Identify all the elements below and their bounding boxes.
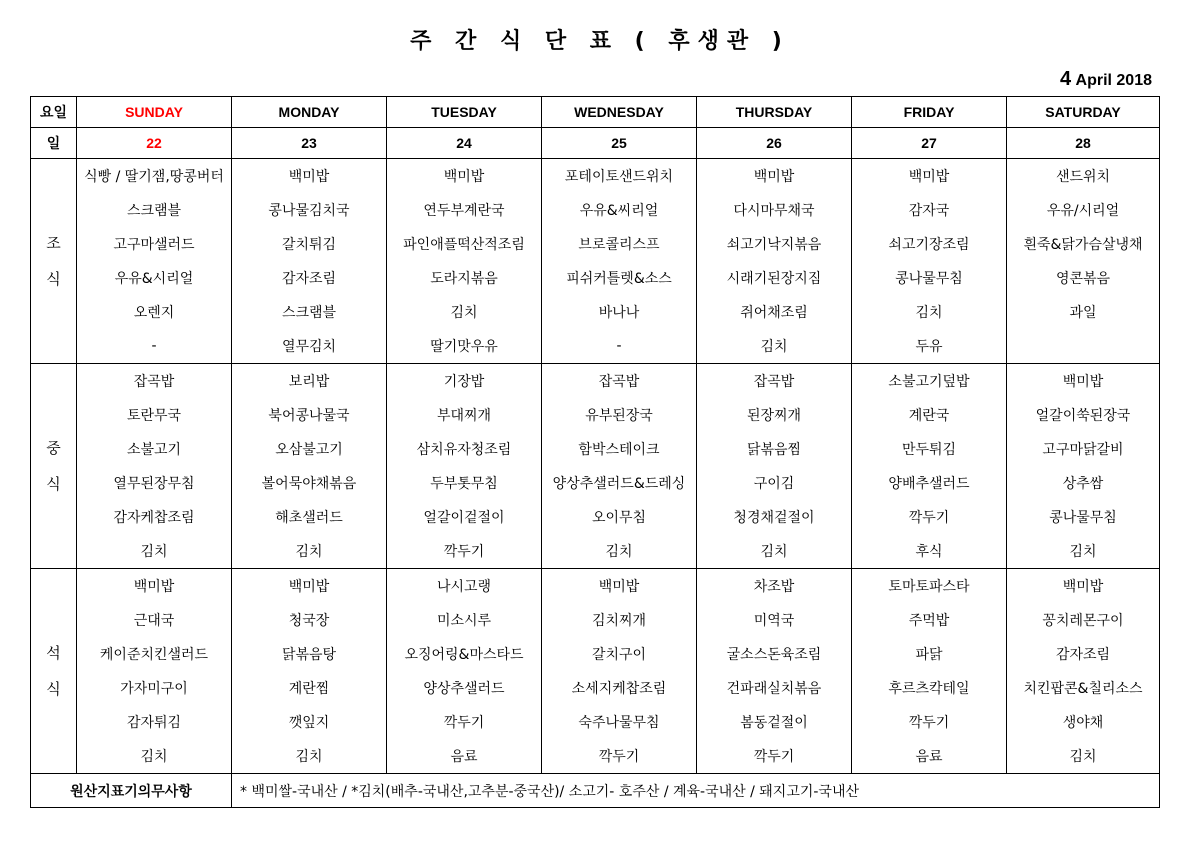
menu-item: 음료 — [852, 739, 1007, 774]
menu-item: 봄동겉절이 — [697, 705, 852, 739]
menu-row — [31, 398, 1160, 432]
menu-row — [31, 603, 1160, 637]
menu-item: 치킨팝콘&칠리소스 — [1007, 671, 1160, 705]
menu-item: 잡곡밥 — [77, 364, 232, 399]
menu-item: 다시마무채국 — [697, 193, 852, 227]
menu-item: 콩나물무침 — [1007, 500, 1160, 534]
day-name-wednesday: WEDNESDAY — [542, 97, 697, 128]
day-name-monday: MONDAY — [232, 97, 387, 128]
menu-item: 김치 — [1007, 534, 1160, 569]
menu-item: - — [77, 329, 232, 364]
menu-item: 닭볶음찜 — [697, 432, 852, 466]
menu-item: 유부된장국 — [542, 398, 697, 432]
menu-item: 얼갈이쑥된장국 — [1007, 398, 1160, 432]
menu-item: 오징어링&마스타드 — [387, 637, 542, 671]
menu-item: 백미밥 — [232, 569, 387, 604]
menu-item: 생야채 — [1007, 705, 1160, 739]
weekly-menu-table — [30, 96, 1160, 808]
menu-item: - — [542, 329, 697, 364]
menu-item: 콩나물무침 — [852, 261, 1007, 295]
menu-item: 김치 — [1007, 739, 1160, 774]
menu-item: 기장밥 — [387, 364, 542, 399]
menu-row — [31, 364, 1160, 399]
menu-item: 열무김치 — [232, 329, 387, 364]
menu-item: 감자튀김 — [77, 705, 232, 739]
menu-item: 감자케찹조림 — [77, 500, 232, 534]
menu-item: 갈치구이 — [542, 637, 697, 671]
menu-item: 김치찌개 — [542, 603, 697, 637]
menu-item: 양배추샐러드 — [852, 466, 1007, 500]
menu-row — [31, 500, 1160, 534]
menu-row — [31, 159, 1160, 194]
menu-item: 시래기된장지짐 — [697, 261, 852, 295]
menu-item: 김치 — [232, 534, 387, 569]
menu-item: 김치 — [232, 739, 387, 774]
origin-notice-text: * 백미쌀-국내산 / *김치(배추-국내산,고추분-중국산)/ 소고기- 호주산 / 계육-국내산 / 돼지고기-국내산 — [232, 774, 1160, 808]
menu-item: 쇠고기장조림 — [852, 227, 1007, 261]
menu-item: 깍두기 — [387, 705, 542, 739]
menu-item: 백미밥 — [1007, 364, 1160, 399]
date-header-row — [31, 128, 1160, 159]
menu-item: 고구마샐러드 — [77, 227, 232, 261]
menu-row — [31, 295, 1160, 329]
menu-item: 백미밥 — [232, 159, 387, 194]
day-name-friday: FRIDAY — [852, 97, 1007, 128]
menu-item: 계란찜 — [232, 671, 387, 705]
menu-item: 과일 — [1007, 295, 1160, 329]
meal-label — [31, 159, 77, 364]
menu-item: 우유/시리얼 — [1007, 193, 1160, 227]
menu-item: 토마토파스타 — [852, 569, 1007, 604]
meal-label — [31, 364, 77, 569]
date-day: 4 — [1059, 68, 1072, 90]
date-cell: 22 — [77, 128, 232, 159]
menu-item: 된장찌개 — [697, 398, 852, 432]
meal-label-text: 석 식 — [46, 644, 61, 698]
menu-item: 꽁치레몬구이 — [1007, 603, 1160, 637]
menu-item: 포테이토샌드위치 — [542, 159, 697, 194]
menu-item: 케이준치킨샐러드 — [77, 637, 232, 671]
menu-item: 감자조림 — [232, 261, 387, 295]
menu-row — [31, 193, 1160, 227]
menu-item: 청경채겉절이 — [697, 500, 852, 534]
menu-item: 주먹밥 — [852, 603, 1007, 637]
date-month-year: April 2018 — [1075, 72, 1152, 89]
menu-item: 오이무침 — [542, 500, 697, 534]
menu-item: 깍두기 — [697, 739, 852, 774]
menu-item: 김치 — [697, 329, 852, 364]
menu-item: 만두튀김 — [852, 432, 1007, 466]
menu-item: 피쉬커틀렛&소스 — [542, 261, 697, 295]
menu-item: 건파래실치볶음 — [697, 671, 852, 705]
menu-item: 부대찌개 — [387, 398, 542, 432]
menu-row — [31, 705, 1160, 739]
menu-item: 후식 — [852, 534, 1007, 569]
menu-item: 상추쌈 — [1007, 466, 1160, 500]
menu-item: 음료 — [387, 739, 542, 774]
menu-item: 백미밥 — [1007, 569, 1160, 604]
menu-row — [31, 466, 1160, 500]
menu-item: 고구마닭갈비 — [1007, 432, 1160, 466]
menu-item: 얼갈이겉절이 — [387, 500, 542, 534]
menu-item: 구이김 — [697, 466, 852, 500]
menu-item: 볼어묵야채볶음 — [232, 466, 387, 500]
meal-label-text: 중 식 — [46, 439, 61, 493]
menu-item: 콩나물김치국 — [232, 193, 387, 227]
date-cell: 28 — [1007, 128, 1160, 159]
menu-item: 파인애플떡산적조림 — [387, 227, 542, 261]
menu-item: 함박스테이크 — [542, 432, 697, 466]
menu-row — [31, 329, 1160, 364]
menu-item: 백미밥 — [852, 159, 1007, 194]
day-name-saturday: SATURDAY — [1007, 97, 1160, 128]
menu-item — [1007, 329, 1160, 364]
menu-item: 김치 — [77, 534, 232, 569]
menu-item: 후르츠칵테일 — [852, 671, 1007, 705]
menu-item: 깍두기 — [542, 739, 697, 774]
menu-date — [1060, 68, 1152, 91]
menu-item: 영콘볶음 — [1007, 261, 1160, 295]
menu-item: 소불고기 — [77, 432, 232, 466]
day-name-tuesday: TUESDAY — [387, 97, 542, 128]
menu-item: 식빵 / 딸기잼,땅콩버터 — [77, 159, 232, 194]
menu-item: 샌드위치 — [1007, 159, 1160, 194]
menu-item: 김치 — [697, 534, 852, 569]
menu-item: 보리밥 — [232, 364, 387, 399]
menu-item: 미소시루 — [387, 603, 542, 637]
menu-item: 북어콩나물국 — [232, 398, 387, 432]
day-label: 요일 — [31, 97, 77, 128]
date-cell: 27 — [852, 128, 1007, 159]
menu-item: 양상추샐러드 — [387, 671, 542, 705]
menu-row — [31, 227, 1160, 261]
day-name-sunday: SUNDAY — [77, 97, 232, 128]
menu-item: 오렌지 — [77, 295, 232, 329]
menu-item: 우유&씨리얼 — [542, 193, 697, 227]
menu-item: 스크램블 — [232, 295, 387, 329]
menu-item: 굴소스돈육조림 — [697, 637, 852, 671]
menu-item: 차조밥 — [697, 569, 852, 604]
day-name-thursday: THURSDAY — [697, 97, 852, 128]
menu-item: 파닭 — [852, 637, 1007, 671]
date-cell: 26 — [697, 128, 852, 159]
date-cell: 25 — [542, 128, 697, 159]
menu-item: 깍두기 — [852, 705, 1007, 739]
date-cell: 24 — [387, 128, 542, 159]
date-cell: 23 — [232, 128, 387, 159]
menu-item: 연두부계란국 — [387, 193, 542, 227]
menu-item: 양상추샐러드&드레싱 — [542, 466, 697, 500]
menu-item: 백미밥 — [697, 159, 852, 194]
meal-label — [31, 569, 77, 774]
menu-row — [31, 637, 1160, 671]
menu-item: 열무된장무침 — [77, 466, 232, 500]
menu-item: 감자조림 — [1007, 637, 1160, 671]
menu-item: 흰죽&닭가슴살냉채 — [1007, 227, 1160, 261]
menu-item: 백미밥 — [77, 569, 232, 604]
menu-item: 김치 — [77, 739, 232, 774]
menu-item: 두부톳무침 — [387, 466, 542, 500]
menu-item: 바나나 — [542, 295, 697, 329]
menu-item: 두유 — [852, 329, 1007, 364]
menu-item: 해초샐러드 — [232, 500, 387, 534]
date-label: 일 — [31, 128, 77, 159]
menu-row — [31, 534, 1160, 569]
menu-item: 쇠고기낙지볶음 — [697, 227, 852, 261]
menu-item: 근대국 — [77, 603, 232, 637]
menu-item: 계란국 — [852, 398, 1007, 432]
menu-item: 쥐어채조림 — [697, 295, 852, 329]
menu-item: 오삼불고기 — [232, 432, 387, 466]
menu-item: 청국장 — [232, 603, 387, 637]
menu-item: 백미밥 — [387, 159, 542, 194]
menu-item: 김치 — [542, 534, 697, 569]
menu-item: 소세지케찹조림 — [542, 671, 697, 705]
menu-item: 감자국 — [852, 193, 1007, 227]
menu-item: 우유&시리얼 — [77, 261, 232, 295]
menu-item: 딸기맛우유 — [387, 329, 542, 364]
menu-row — [31, 569, 1160, 604]
menu-item: 잡곡밥 — [697, 364, 852, 399]
menu-item: 숙주나물무침 — [542, 705, 697, 739]
menu-item: 토란무국 — [77, 398, 232, 432]
menu-item: 닭볶음탕 — [232, 637, 387, 671]
menu-item: 김치 — [852, 295, 1007, 329]
origin-notice-label: 원산지표기의무사항 — [31, 774, 232, 808]
menu-item: 깻잎지 — [232, 705, 387, 739]
menu-row — [31, 261, 1160, 295]
menu-item: 깍두기 — [852, 500, 1007, 534]
page-title: 주 간 식 단 표 ( 후생관 ) — [410, 29, 790, 54]
menu-row — [31, 432, 1160, 466]
menu-item: 도라지볶음 — [387, 261, 542, 295]
menu-item: 미역국 — [697, 603, 852, 637]
menu-item: 가자미구이 — [77, 671, 232, 705]
menu-item: 김치 — [387, 295, 542, 329]
menu-item: 삼치유자청조림 — [387, 432, 542, 466]
day-header-row — [31, 97, 1160, 128]
menu-item: 소불고기덮밥 — [852, 364, 1007, 399]
menu-item: 잡곡밥 — [542, 364, 697, 399]
menu-row — [31, 739, 1160, 774]
menu-row — [31, 671, 1160, 705]
menu-item: 백미밥 — [542, 569, 697, 604]
meal-label-text: 조 식 — [46, 234, 61, 288]
menu-item: 스크램블 — [77, 193, 232, 227]
menu-item: 깍두기 — [387, 534, 542, 569]
menu-item: 브로콜리스프 — [542, 227, 697, 261]
menu-item: 나시고랭 — [387, 569, 542, 604]
origin-notice-row — [31, 774, 1160, 808]
menu-item: 갈치튀김 — [232, 227, 387, 261]
